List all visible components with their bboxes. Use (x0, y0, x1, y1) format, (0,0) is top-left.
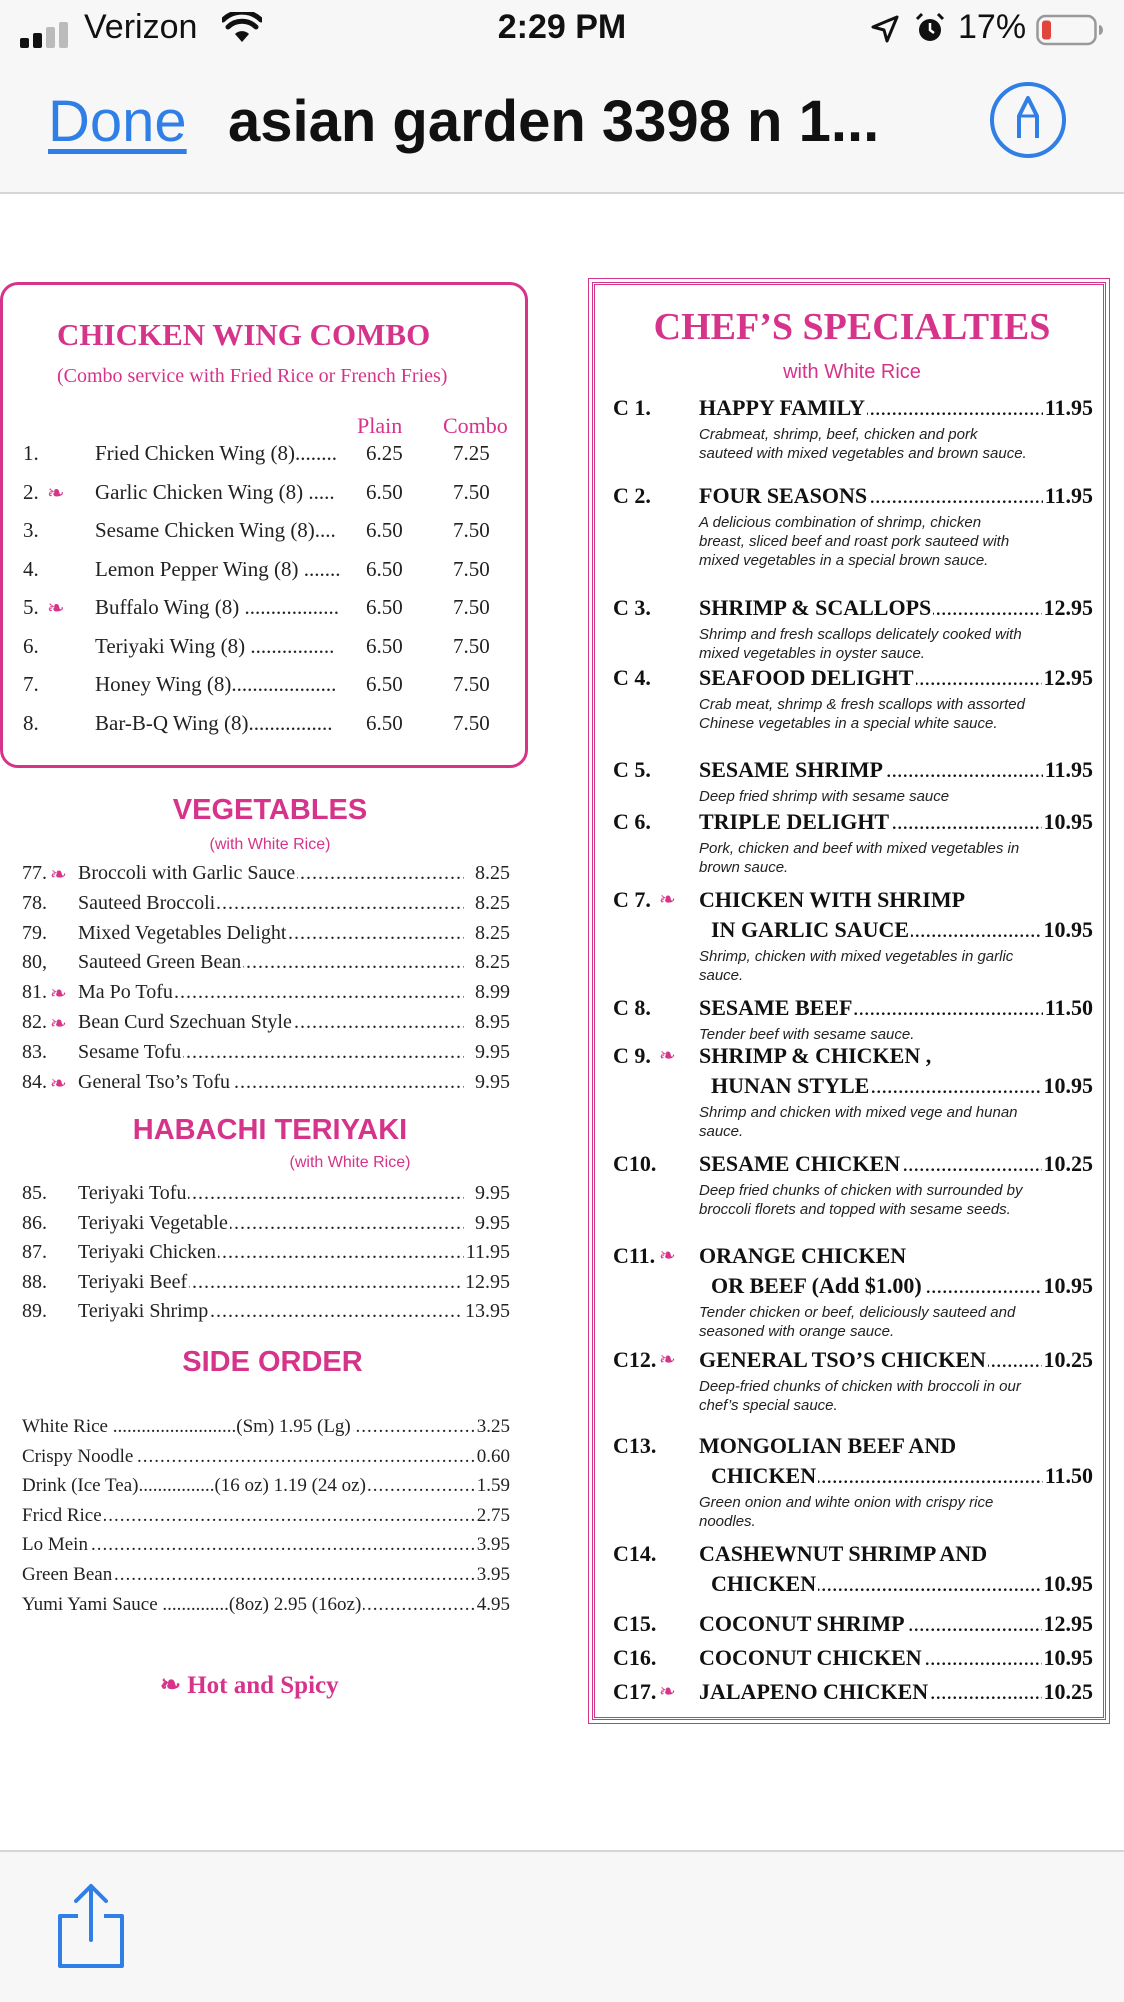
chili-pepper-icon: ❧ (160, 1672, 181, 1699)
side-order-item (0, 1446, 510, 1474)
chili-pepper-icon: ❧ (50, 1013, 67, 1035)
menu-item (0, 1011, 510, 1039)
item-description: Pork, chicken and beef with mixed vegetables in brown sauce. (699, 840, 1020, 876)
item-name: Sauteed Green Bean (78, 951, 242, 974)
chicken-wing-combo-box (0, 282, 528, 768)
item-name: CHICKEN (711, 1571, 817, 1596)
chili-pepper-icon: ❧ (659, 1349, 676, 1371)
menu-item (0, 1212, 510, 1240)
item-code: C 3. (613, 595, 651, 620)
item-code: C12. (613, 1347, 657, 1372)
plain-price: 6.50 (366, 672, 403, 696)
item-name-line (699, 1243, 1093, 1273)
wing-item (3, 557, 531, 593)
item-number: 87. (22, 1241, 47, 1264)
wing-item (3, 441, 531, 477)
chef-item (595, 1151, 1109, 1219)
item-name-line (699, 1433, 1093, 1463)
item-description: Deep fried shrimp with sesame sauce (699, 788, 950, 805)
item-price: 10.95 (1043, 917, 1093, 942)
item-name: Teriyaki Tofu (78, 1182, 187, 1204)
item-name-line (699, 995, 1093, 1025)
item-number: 83. (22, 1040, 47, 1063)
item-name: TRIPLE DELIGHT (699, 809, 890, 834)
item-name: JALAPENO CHICKEN (699, 1679, 929, 1704)
chef-item (595, 665, 1109, 733)
item-name: CHICKEN WITH SHRIMP (699, 887, 966, 912)
bottom-toolbar (0, 1850, 1124, 2002)
item-name: Teriyaki Shrimp (78, 1300, 209, 1323)
combo-price: 7.50 (453, 710, 490, 735)
menu-item (0, 1241, 510, 1269)
habachi-subtitle: (with White Rice) (289, 1154, 411, 1171)
item-name: Teriyaki Chicken (78, 1241, 216, 1264)
status-bar (0, 0, 1124, 60)
item-number: 4. (23, 556, 39, 581)
alarm-clock-icon (914, 12, 946, 44)
battery-icon (1036, 14, 1104, 46)
item-number: 81. (22, 981, 47, 1004)
item-code: C13. (613, 1433, 657, 1458)
menu-item (0, 981, 510, 1009)
item-price: 10.25 (1043, 1679, 1093, 1704)
item-name-line (699, 887, 1093, 917)
chef-specialties-box (592, 282, 1106, 1720)
chef-item (595, 1645, 1109, 1675)
share-icon[interactable] (54, 1882, 128, 1970)
side-order-item (0, 1534, 510, 1562)
status-time: 2:29 PM (497, 8, 627, 46)
item-price: 3.95 (474, 1534, 510, 1556)
side-order-item (0, 1564, 510, 1592)
item-number: 80, (22, 951, 47, 974)
item-number: 78. (22, 891, 47, 914)
item-name-line (699, 595, 1093, 625)
chef-item (595, 1433, 1109, 1531)
item-price: 9.95 (475, 1070, 510, 1093)
chef-specialties-title: CHEF’S SPECIALTIES (653, 306, 1051, 348)
menu-item (0, 862, 510, 890)
item-price: 9.95 (475, 1182, 510, 1204)
combo-price: 7.50 (453, 633, 490, 658)
chili-pepper-icon: ❧ (50, 983, 67, 1006)
item-name-line (711, 1571, 1093, 1601)
chili-pepper-icon: ❧ (659, 1681, 676, 1703)
vegetables-title: VEGETABLES (172, 794, 368, 826)
item-number: 84. (22, 1070, 47, 1093)
item-name: Lemon Pepper Wing (8) ....... (95, 556, 341, 581)
item-name: SEAFOOD DELIGHT (699, 665, 914, 690)
item-code: C 1. (613, 395, 651, 420)
chef-item (595, 595, 1109, 663)
chef-item (595, 1679, 1109, 1709)
chef-item (595, 1243, 1109, 1341)
item-name: Fricd Rice (22, 1504, 102, 1526)
combo-price: 7.25 (453, 441, 490, 465)
item-description: Shrimp and fresh scallops delicately cooked with mixed vegetables in oyster sauce. (699, 626, 1022, 662)
item-name: MONGOLIAN BEEF AND (699, 1433, 957, 1458)
item-number: 7. (23, 672, 39, 696)
item-name-line (699, 1611, 1093, 1641)
wing-combo-title: CHICKEN WING COMBO (57, 317, 431, 352)
item-code: C 6. (613, 809, 651, 834)
item-number: 3. (23, 518, 39, 542)
item-name: Bar-B-Q Wing (8)................ (95, 710, 333, 735)
item-description: A delicious combination of shrimp, chicken breast, sliced beef and roast pork sauteed with mixed vegetables in a special brown sauce. (699, 514, 1010, 569)
chef-item (595, 1541, 1109, 1601)
item-price: 1.59 (474, 1475, 510, 1497)
plain-price: 6.50 (366, 710, 403, 735)
item-name: Ma Po Tofu (78, 981, 173, 1004)
item-name: Mixed Vegetables Delight (78, 921, 287, 944)
chef-specialties-subtitle: with White Rice (783, 361, 921, 383)
item-description: Deep fried chunks of chicken with surrounded by broccoli florets and topped with sesame seeds. (699, 1182, 1023, 1218)
item-price: 11.50 (1044, 995, 1093, 1020)
done-button[interactable]: Done (48, 89, 187, 154)
combo-price: 7.50 (453, 556, 490, 581)
plain-price: 6.50 (366, 518, 403, 542)
side-order-item (0, 1505, 510, 1533)
item-name: Bean Curd Szechuan Style (78, 1011, 292, 1033)
item-name: COCONUT CHICKEN (699, 1645, 922, 1670)
item-price: 10.95 (1043, 809, 1093, 834)
chili-pepper-icon: ❧ (659, 1245, 676, 1267)
item-name-line (699, 809, 1093, 839)
item-name-line (699, 1541, 1093, 1571)
item-name-line (711, 917, 1093, 947)
item-number: 5. (23, 595, 39, 619)
item-code: C10. (613, 1151, 657, 1176)
item-price: 11.95 (1044, 395, 1093, 420)
menu-page (0, 194, 1124, 1850)
item-price: 10.95 (1043, 1273, 1093, 1298)
combo-price: 7.50 (453, 518, 490, 542)
item-name: HUNAN STYLE (711, 1073, 870, 1098)
item-name-line (711, 1463, 1093, 1493)
item-name-line (699, 1043, 1093, 1073)
menu-item (0, 951, 510, 979)
item-name: FOUR SEASONS (699, 483, 868, 508)
item-description: Crab meat, shrimp & fresh scallops with assorted Chinese vegetables in a special white sauce. (699, 696, 1025, 732)
plain-price: 6.50 (366, 556, 403, 581)
menu-item (0, 1071, 510, 1099)
item-price: 9.95 (475, 1211, 510, 1234)
menu-item (0, 1271, 510, 1299)
nav-bar (0, 60, 1124, 194)
item-code: C 7. (613, 887, 651, 912)
item-number: 89. (22, 1300, 47, 1323)
plain-price: 6.25 (366, 441, 403, 465)
item-name: IN GARLIC SAUCE (711, 917, 910, 942)
item-name: Broccoli with Garlic Sauce (78, 862, 296, 884)
wing-item (3, 672, 531, 708)
item-price: 0.60 (474, 1446, 510, 1468)
item-price: 10.95 (1043, 1645, 1093, 1670)
menu-item (0, 892, 510, 920)
item-name: Teriyaki Beef (78, 1270, 188, 1293)
item-price: 8.25 (475, 921, 510, 944)
wing-combo-subtitle: (Combo service with Fried Rice or French Fries) (57, 365, 448, 387)
item-description: Crabmeat, shrimp, beef, chicken and pork sauteed with mixed vegetables and brown sauce. (699, 426, 1027, 462)
chili-pepper-icon: ❧ (47, 480, 65, 505)
item-price: 8.25 (475, 891, 510, 914)
item-name: Green Bean (22, 1564, 113, 1585)
item-name: General Tso’s Tofu (78, 1070, 230, 1093)
wing-item (3, 595, 531, 631)
item-description: Tender chicken or beef, deliciously sauteed and seasoned with orange sauce. (699, 1304, 1016, 1340)
item-price: 12.95 (1043, 595, 1093, 620)
item-price: 13.95 (465, 1300, 510, 1323)
chef-item (595, 483, 1109, 570)
item-name: SHRIMP & SCALLOPS (699, 595, 932, 620)
menu-item (0, 1182, 510, 1210)
item-code: C17. (613, 1679, 657, 1704)
item-price: 11.95 (465, 1241, 510, 1264)
location-arrow-icon (870, 14, 900, 44)
item-price: 8.25 (475, 862, 510, 884)
item-description: Tender beef with sesame sauce. (699, 1026, 915, 1043)
item-code: C16. (613, 1645, 657, 1670)
item-price: 11.95 (1044, 757, 1093, 782)
item-price: 8.99 (475, 981, 510, 1004)
item-price: 4.95 (474, 1594, 510, 1616)
item-number: 82. (22, 1011, 47, 1033)
item-name: Fried Chicken Wing (8)........ (95, 441, 337, 465)
side-order-item (0, 1475, 510, 1503)
side-order-item (0, 1594, 510, 1622)
item-name-line (711, 1273, 1093, 1303)
chef-item (595, 1043, 1109, 1141)
item-name: ORANGE CHICKEN (699, 1243, 907, 1268)
item-description: Shrimp and chicken with mixed vege and hunan sauce. (699, 1104, 1018, 1140)
item-name: HAPPY FAMILY (699, 395, 866, 420)
item-code: C 9. (613, 1043, 651, 1068)
vegetables-subtitle: (with White Rice) (209, 836, 331, 853)
chili-pepper-icon: ❧ (50, 864, 67, 886)
item-price: 10.25 (1043, 1347, 1093, 1372)
carrier-label: Verizon (84, 8, 198, 46)
item-name-line (699, 395, 1093, 425)
item-description: Deep-fried chunks of chicken with broccoli in our chef’s special sauce. (699, 1378, 1021, 1414)
chef-item (595, 887, 1109, 985)
item-number: 86. (22, 1211, 47, 1234)
item-name: GENERAL TSO’S CHICKEN (699, 1347, 986, 1372)
item-name: Honey Wing (8).................... (95, 672, 337, 696)
plain-price: 6.50 (366, 479, 403, 504)
item-code: C15. (613, 1611, 657, 1636)
item-name: White Rice ..........................(Sm) 1.95 (Lg) (22, 1416, 351, 1437)
item-price: 12.95 (465, 1270, 510, 1293)
chili-pepper-icon: ❧ (659, 889, 676, 911)
item-price: 3.25 (474, 1416, 510, 1438)
item-name: CASHEWNUT SHRIMP AND (699, 1541, 988, 1566)
item-price: 10.25 (1043, 1151, 1093, 1176)
chili-pepper-icon: ❧ (47, 596, 65, 620)
item-name: Buffalo Wing (8) .................. (95, 595, 339, 619)
markup-pen-icon[interactable] (988, 80, 1068, 160)
menu-item (0, 922, 510, 950)
item-name: SHRIMP & CHICKEN , (699, 1043, 932, 1068)
item-number: 77. (22, 862, 47, 884)
item-name: Teriyaki Vegetable (78, 1211, 228, 1234)
item-name: OR BEEF (Add $1.00) (711, 1273, 922, 1298)
chef-item (595, 395, 1109, 463)
item-name-line (699, 757, 1093, 787)
side-order-title: SIDE ORDER (182, 1346, 363, 1378)
item-name: SESAME SHRIMP (699, 757, 883, 782)
chef-item (595, 995, 1109, 1044)
menu-item (0, 1041, 510, 1069)
item-name: Sauteed Broccoli (78, 891, 216, 914)
item-price: 2.75 (474, 1505, 510, 1527)
wing-plain-header: Plain (357, 413, 403, 438)
item-name: Yumi Yami Sauce ..............(8oz) 2.95 (16oz) (22, 1593, 362, 1615)
item-name: Crispy Noodle (22, 1445, 134, 1467)
item-number: 85. (22, 1182, 47, 1204)
chef-item (595, 757, 1109, 806)
item-name: Garlic Chicken Wing (8) ..... (95, 479, 335, 504)
item-price: 12.95 (1043, 665, 1093, 690)
item-name-line (699, 1347, 1093, 1377)
item-price: 11.50 (1044, 1463, 1093, 1488)
chef-item (595, 1347, 1109, 1415)
document-title: asian garden 3398 n 1... (228, 89, 880, 154)
plain-price: 6.50 (366, 595, 403, 619)
habachi-title: HABACHI TERIYAKI (132, 1114, 408, 1146)
chef-item (595, 809, 1109, 877)
hot-spicy-legend (160, 1670, 339, 1700)
item-code: C 5. (613, 757, 651, 782)
wing-item (3, 518, 531, 554)
wing-item (3, 711, 531, 747)
item-name-line (699, 1645, 1093, 1675)
item-name: SESAME BEEF (699, 995, 853, 1020)
battery-percent: 17% (958, 8, 1027, 46)
legend-label: Hot and Spicy (187, 1672, 339, 1699)
item-number: 1. (23, 441, 39, 465)
chef-item (595, 1611, 1109, 1641)
item-name: COCONUT SHRIMP (699, 1611, 905, 1636)
item-price: 3.95 (474, 1564, 510, 1586)
item-number: 2. (23, 479, 39, 504)
chili-pepper-icon: ❧ (659, 1045, 676, 1067)
side-order-item (0, 1416, 510, 1444)
item-price: 8.25 (475, 951, 510, 974)
chili-pepper-icon: ❧ (50, 1072, 67, 1095)
item-price: 11.95 (1044, 483, 1093, 508)
item-name: SESAME CHICKEN (699, 1151, 901, 1176)
wing-combo-header: Combo (443, 413, 508, 438)
item-name-line (699, 1151, 1093, 1181)
combo-price: 7.50 (453, 479, 490, 504)
wing-item (3, 634, 531, 670)
item-number: 79. (22, 921, 47, 944)
combo-price: 7.50 (453, 595, 490, 619)
item-code: C11. (613, 1243, 656, 1268)
item-name: Sesame Tofu (78, 1040, 182, 1063)
item-name: CHICKEN (711, 1463, 817, 1488)
item-number: 6. (23, 633, 39, 658)
item-price: 10.95 (1043, 1571, 1093, 1596)
item-name: Drink (Ice Tea)................(16 oz) 1.19 (24 oz) (22, 1475, 366, 1497)
wing-item (3, 480, 531, 516)
item-name: Sesame Chicken Wing (8).... (95, 518, 336, 542)
menu-item (0, 1300, 510, 1328)
item-price: 10.95 (1043, 1073, 1093, 1098)
item-name-line (699, 1679, 1093, 1709)
combo-price: 7.50 (453, 672, 490, 696)
item-price: 8.95 (475, 1011, 510, 1033)
item-name-line (699, 665, 1093, 695)
item-code: C 8. (613, 995, 651, 1020)
item-number: 88. (22, 1270, 47, 1293)
item-number: 8. (23, 710, 39, 735)
item-code: C14. (613, 1541, 657, 1566)
item-price: 9.95 (475, 1040, 510, 1063)
item-name: Teriyaki Wing (8) ................ (95, 633, 335, 658)
item-description: Green onion and wihte onion with crispy rice noodles. (699, 1494, 994, 1530)
item-name: Lo Mein (22, 1534, 88, 1556)
item-description: Shrimp, chicken with mixed vegetables in garlic sauce. (699, 948, 1014, 984)
item-price: 12.95 (1043, 1611, 1093, 1636)
plain-price: 6.50 (366, 633, 403, 658)
item-code: C 2. (613, 483, 651, 508)
item-code: C 4. (613, 665, 651, 690)
item-name-line (711, 1073, 1093, 1103)
item-name-line (699, 483, 1093, 513)
